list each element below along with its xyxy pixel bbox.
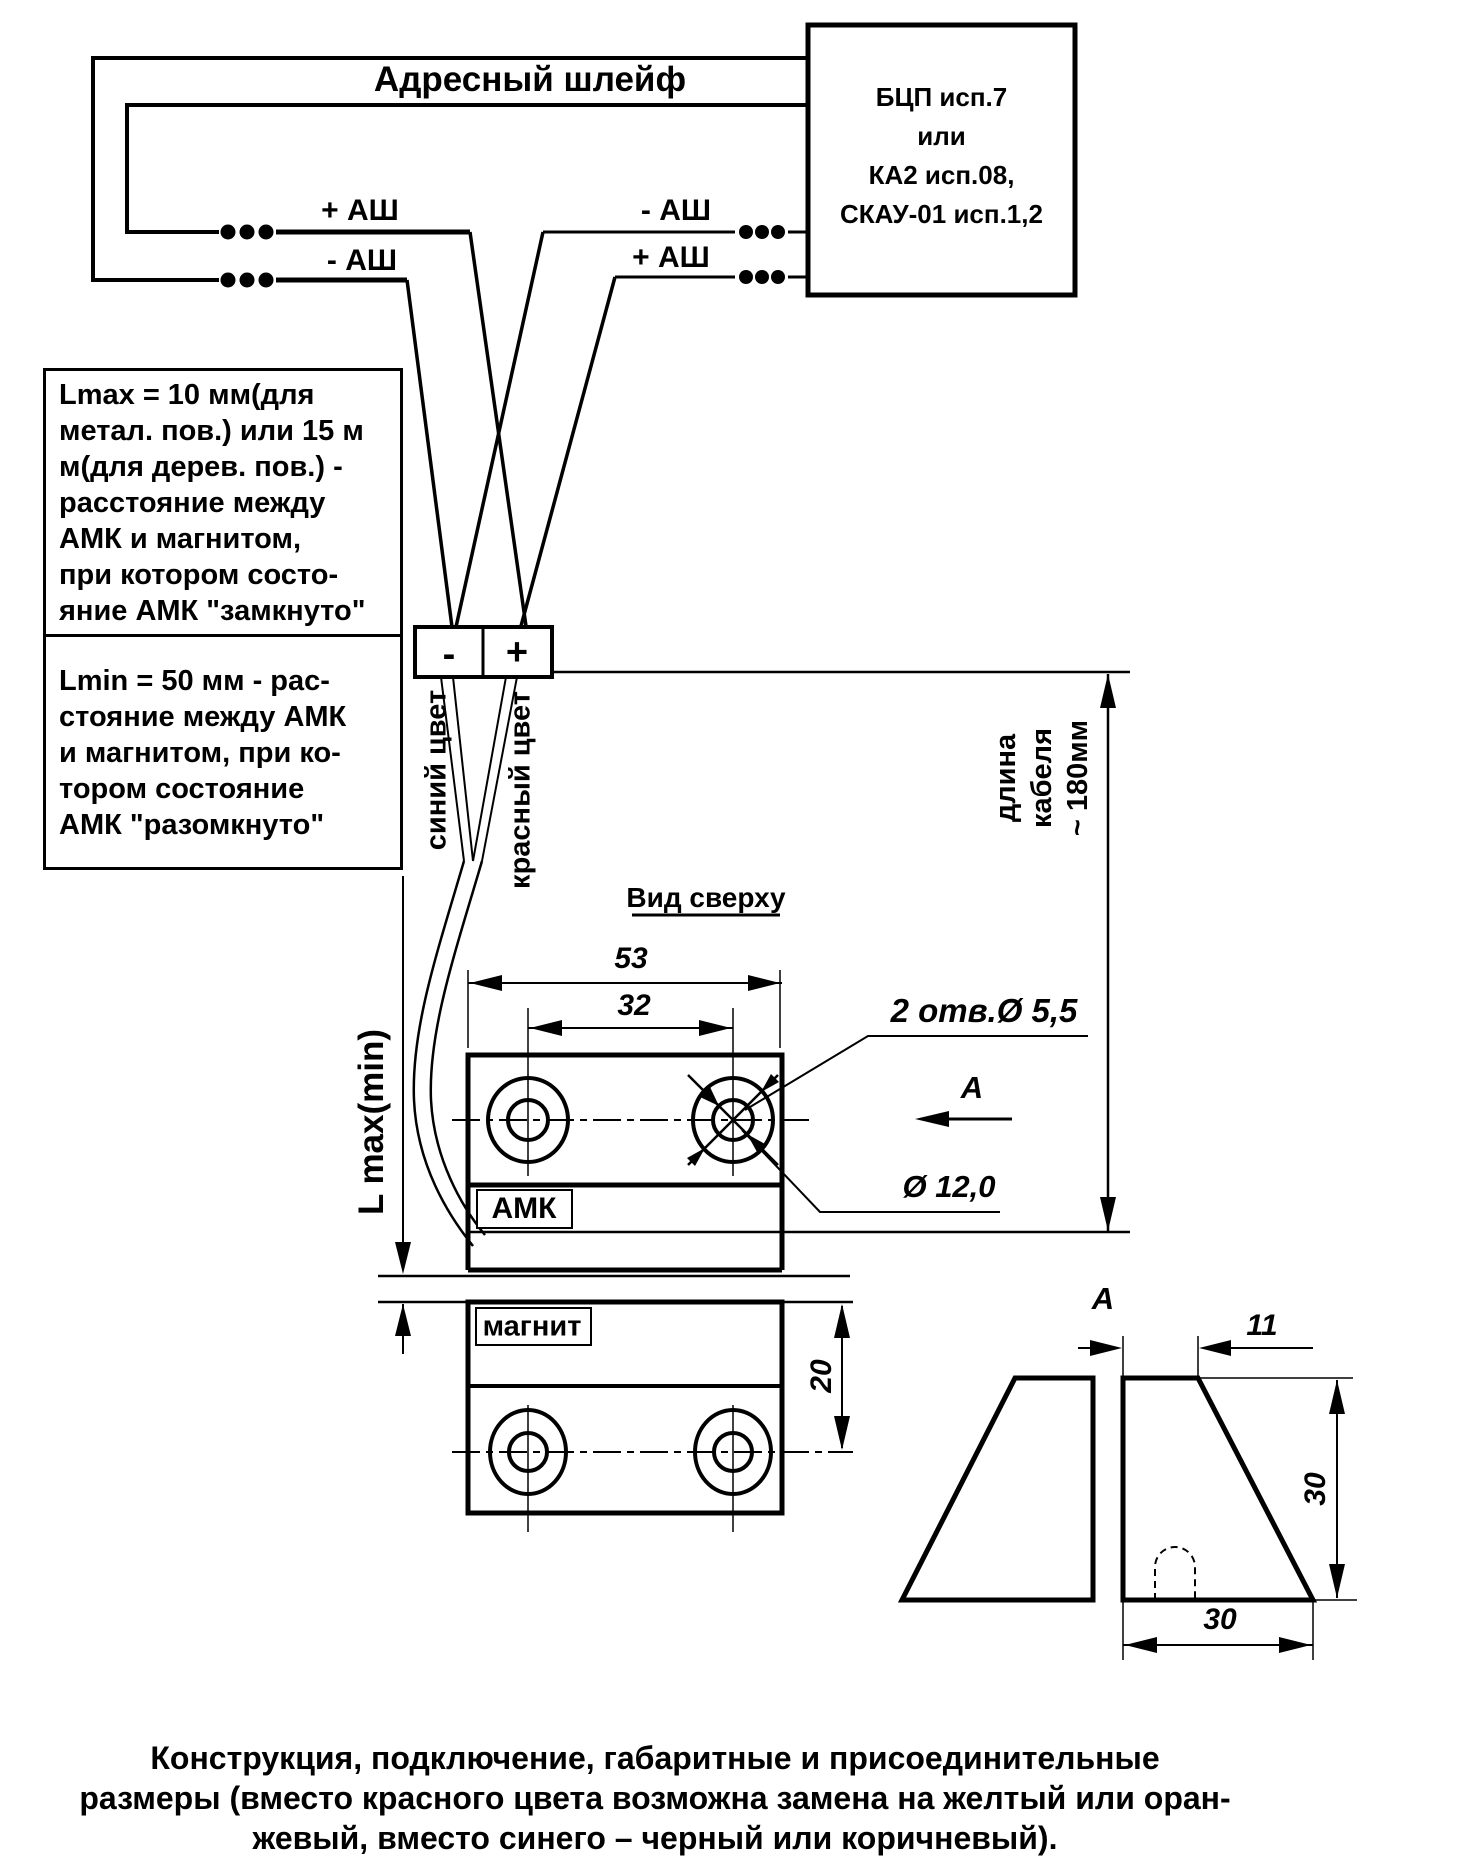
address-loop-label: Адресный шлейф <box>373 60 687 99</box>
loop-to-terminal-wires <box>407 232 615 627</box>
control-panel-label: БЦП исп.7 или КА2 исп.08, СКАУ-01 исп.1,2 <box>840 82 1043 229</box>
amk-label: АМК <box>491 1192 557 1225</box>
left-minus-ash-label: - АШ <box>326 244 398 277</box>
right-minus-ash-label: - АШ <box>640 194 712 227</box>
cable-length-label: длина кабеля ~ 180мм <box>990 719 1094 837</box>
terminal-block <box>415 627 552 677</box>
top-view-title: Вид сверху <box>626 882 786 913</box>
right-plus-ash-label: + АШ <box>632 241 710 274</box>
figure-caption: Конструкция, подключение, габаритные и присоединительные размеры (вместо красного цвета возможна замена на желтый или оран- жевый, вместо синего – черный или коричневый). <box>79 1740 1231 1856</box>
dim-32-label: 32 <box>617 989 651 1022</box>
dim-30-vertical-label: 30 <box>1299 1472 1332 1506</box>
gap-dim-label: L max(min) <box>352 1028 391 1216</box>
magnet-label: магнит <box>482 1310 582 1343</box>
red-wire-label: красный цвет <box>504 691 537 889</box>
section-a-profiles <box>902 1378 1313 1600</box>
dim-11-label: 11 <box>1246 1309 1278 1342</box>
holes-note-label: 2 отв.Ø 5,5 <box>890 992 1078 1029</box>
lmax-note-box: Lmax = 10 мм(для метал. пов.) или 15 м м(для дерев. пов.) - расстояние между АМК и магнитом, при котором состо- яние АМК "замкнуто" <box>43 368 403 637</box>
left-plus-ash-label: + АШ <box>321 194 399 227</box>
terminal-minus-label: - <box>442 633 456 676</box>
terminal-plus-label: + <box>505 631 529 674</box>
view-a-letter: А <box>960 1070 984 1105</box>
dim-30-horizontal-label: 30 <box>1203 1603 1237 1636</box>
lmin-note-box: Lmin = 50 мм - рас- стояние между АМК и магнитом, при ко- тором состояние АМК "разомкнуто" <box>43 634 403 870</box>
dim-20-label: 20 <box>805 1359 838 1393</box>
dim-11 <box>1078 1336 1313 1378</box>
view-a-arrow-icon <box>915 1111 1012 1127</box>
gap-dimension <box>395 876 411 1354</box>
dim-53-label: 53 <box>614 942 648 975</box>
outer-dia-label: Ø 12,0 <box>902 1169 996 1204</box>
section-a-letter: А <box>1091 1281 1115 1316</box>
blue-wire-label: синий цвет <box>420 689 453 851</box>
